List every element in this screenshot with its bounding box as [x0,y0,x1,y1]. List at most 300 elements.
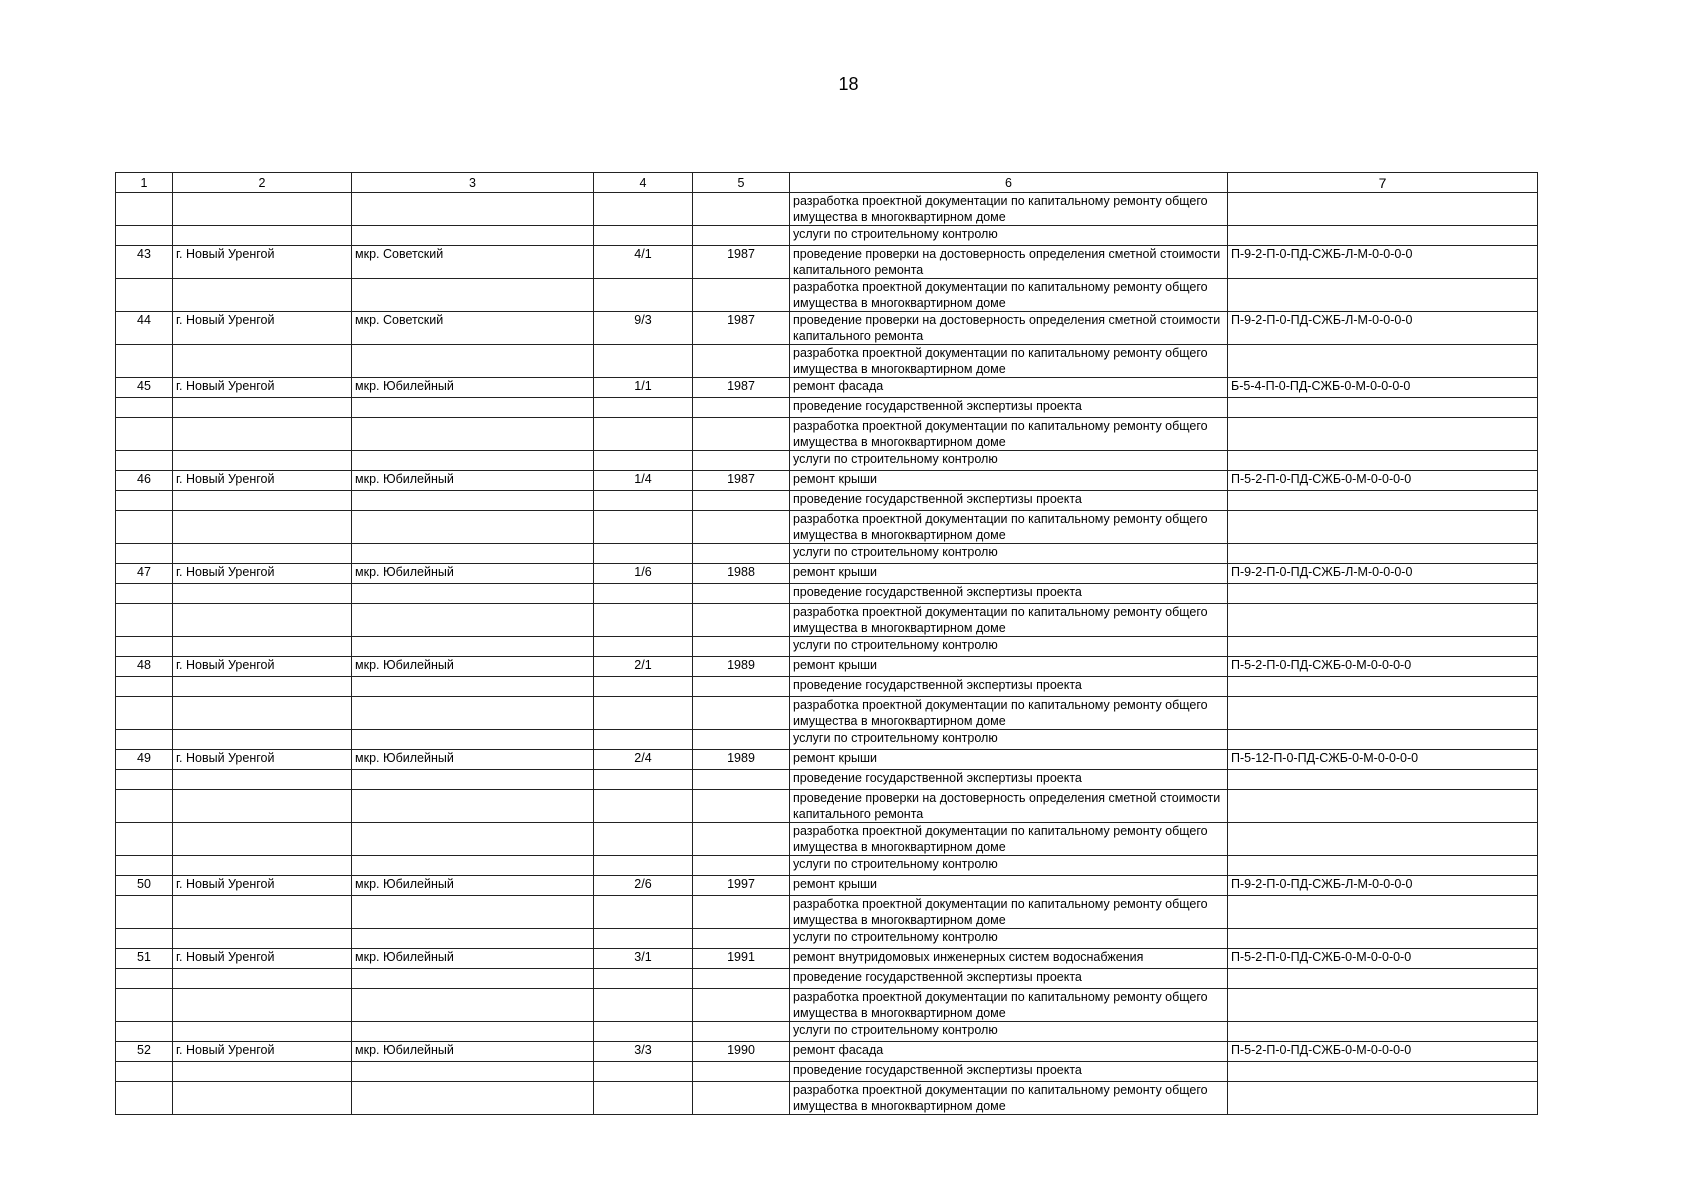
code-cell: П-5-2-П-0-ПД-СЖБ-0-М-0-0-0-0 [1228,657,1538,677]
code-cell [1228,856,1538,876]
work-type-cell: разработка проектной документации по капитальному ремонту общего имущества в многоквартирном доме [790,604,1228,637]
city-cell [173,511,352,544]
table-row [116,770,1538,790]
house-number-cell [594,451,693,471]
house-number-cell [594,677,693,697]
table-row [116,226,1538,246]
year-cell [693,279,790,312]
column-header: 5 [693,173,790,193]
work-type-cell: услуги по строительному контролю [790,1022,1228,1042]
house-number-cell [594,398,693,418]
code-cell [1228,697,1538,730]
district-cell [352,790,594,823]
city-cell [173,398,352,418]
year-cell [693,451,790,471]
row-number-cell: 50 [116,876,173,896]
city-cell: г. Новый Уренгой [173,949,352,969]
house-number-cell: 9/3 [594,312,693,345]
house-number-cell: 4/1 [594,246,693,279]
house-number-cell [594,345,693,378]
year-cell [693,398,790,418]
table-body [116,193,1538,1115]
district-cell [352,637,594,657]
district-cell: мкр. Юбилейный [352,949,594,969]
house-number-cell [594,770,693,790]
house-number-cell: 2/6 [594,876,693,896]
code-cell [1228,418,1538,451]
district-cell [352,1082,594,1115]
row-number-cell [116,1062,173,1082]
table-row [116,398,1538,418]
table-row [116,312,1538,345]
table-row [116,471,1538,491]
year-cell: 1987 [693,246,790,279]
house-number-cell: 1/6 [594,564,693,584]
table-row [116,637,1538,657]
house-number-cell: 1/4 [594,471,693,491]
work-type-cell: услуги по строительному контролю [790,451,1228,471]
row-number-cell [116,730,173,750]
table-row [116,949,1538,969]
house-number-cell: 2/1 [594,657,693,677]
code-cell: П-9-2-П-0-ПД-СЖБ-Л-М-0-0-0-0 [1228,564,1538,584]
district-cell [352,604,594,637]
house-number-cell [594,896,693,929]
city-cell [173,1082,352,1115]
code-cell [1228,544,1538,564]
work-type-cell: проведение государственной экспертизы проекта [790,398,1228,418]
code-cell [1228,511,1538,544]
code-cell [1228,823,1538,856]
year-cell [693,1022,790,1042]
row-number-cell: 45 [116,378,173,398]
house-number-cell [594,491,693,511]
city-cell [173,1062,352,1082]
table-row [116,969,1538,989]
work-type-cell: разработка проектной документации по капитальному ремонту общего имущества в многоквартирном доме [790,193,1228,226]
table-row [116,378,1538,398]
year-cell: 1989 [693,657,790,677]
row-number-cell: 47 [116,564,173,584]
work-type-cell: ремонт крыши [790,564,1228,584]
row-number-cell [116,398,173,418]
work-type-cell: разработка проектной документации по капитальному ремонту общего имущества в многоквартирном доме [790,345,1228,378]
year-cell [693,1062,790,1082]
house-number-cell [594,697,693,730]
house-number-cell [594,823,693,856]
district-cell [352,1062,594,1082]
work-type-cell: разработка проектной документации по капитальному ремонту общего имущества в многоквартирном доме [790,989,1228,1022]
column-header: 7 [1228,173,1538,193]
house-number-cell [594,969,693,989]
district-cell [352,491,594,511]
work-type-cell: услуги по строительному контролю [790,856,1228,876]
district-cell [352,823,594,856]
district-cell [352,584,594,604]
table-row [116,451,1538,471]
code-cell: П-5-12-П-0-ПД-СЖБ-0-М-0-0-0-0 [1228,750,1538,770]
city-cell [173,896,352,929]
table-row [116,604,1538,637]
city-cell [173,418,352,451]
house-number-cell [594,226,693,246]
year-cell [693,345,790,378]
code-cell [1228,929,1538,949]
city-cell [173,279,352,312]
district-cell [352,1022,594,1042]
table-row [116,584,1538,604]
district-cell: мкр. Юбилейный [352,564,594,584]
city-cell [173,1022,352,1042]
year-cell [693,637,790,657]
house-number-cell: 1/1 [594,378,693,398]
work-type-cell: проведение государственной экспертизы проекта [790,1062,1228,1082]
house-number-cell [594,193,693,226]
table-row [116,856,1538,876]
table-row [116,418,1538,451]
year-cell [693,677,790,697]
row-number-cell [116,511,173,544]
house-number-cell [594,1022,693,1042]
work-type-cell: разработка проектной документации по капитальному ремонту общего имущества в многоквартирном доме [790,418,1228,451]
year-cell [693,1082,790,1115]
work-type-cell: разработка проектной документации по капитальному ремонту общего имущества в многоквартирном доме [790,279,1228,312]
row-number-cell [116,544,173,564]
column-header: 6 [790,173,1228,193]
row-number-cell: 46 [116,471,173,491]
house-number-cell: 2/4 [594,750,693,770]
district-cell [352,451,594,471]
year-cell: 1990 [693,1042,790,1062]
district-cell [352,226,594,246]
work-type-cell: проведение государственной экспертизы проекта [790,770,1228,790]
year-cell [693,697,790,730]
year-cell: 1987 [693,378,790,398]
row-number-cell [116,697,173,730]
row-number-cell: 48 [116,657,173,677]
work-type-cell: разработка проектной документации по капитальному ремонту общего имущества в многоквартирном доме [790,697,1228,730]
house-number-cell: 3/1 [594,949,693,969]
year-cell: 1988 [693,564,790,584]
year-cell: 1987 [693,471,790,491]
code-cell [1228,770,1538,790]
work-type-cell: разработка проектной документации по капитальному ремонту общего имущества в многоквартирном доме [790,896,1228,929]
year-cell [693,969,790,989]
row-number-cell [116,345,173,378]
code-cell [1228,584,1538,604]
work-type-cell: ремонт внутридомовых инженерных систем водоснабжения [790,949,1228,969]
year-cell: 1989 [693,750,790,770]
table-row [116,730,1538,750]
table-row [116,193,1538,226]
work-type-cell: ремонт крыши [790,750,1228,770]
work-type-cell: проведение государственной экспертизы проекта [790,584,1228,604]
code-cell: П-9-2-П-0-ПД-СЖБ-Л-М-0-0-0-0 [1228,246,1538,279]
house-number-cell [594,989,693,1022]
district-cell [352,398,594,418]
city-cell [173,193,352,226]
year-cell [693,856,790,876]
column-header: 3 [352,173,594,193]
year-cell [693,604,790,637]
row-number-cell [116,193,173,226]
district-cell: мкр. Юбилейный [352,876,594,896]
code-cell [1228,989,1538,1022]
row-number-cell [116,929,173,949]
house-number-cell: 3/3 [594,1042,693,1062]
code-cell: П-9-2-П-0-ПД-СЖБ-Л-М-0-0-0-0 [1228,312,1538,345]
city-cell: г. Новый Уренгой [173,378,352,398]
table-row [116,989,1538,1022]
work-type-cell: проведение проверки на достоверность определения сметной стоимости капитального ремонта [790,312,1228,345]
house-number-cell [594,544,693,564]
row-number-cell [116,790,173,823]
table-row [116,697,1538,730]
house-number-cell [594,279,693,312]
city-cell [173,584,352,604]
house-number-cell [594,418,693,451]
year-cell [693,823,790,856]
year-cell [693,584,790,604]
year-cell [693,929,790,949]
table-row [116,750,1538,770]
city-cell [173,491,352,511]
column-header: 4 [594,173,693,193]
row-number-cell: 44 [116,312,173,345]
work-type-cell: проведение проверки на достоверность определения сметной стоимости капитального ремонта [790,246,1228,279]
city-cell [173,730,352,750]
code-cell: П-5-2-П-0-ПД-СЖБ-0-М-0-0-0-0 [1228,949,1538,969]
row-number-cell [116,896,173,929]
table-row [116,1082,1538,1115]
column-header: 1 [116,173,173,193]
work-type-cell: услуги по строительному контролю [790,544,1228,564]
year-cell [693,770,790,790]
work-type-cell: ремонт крыши [790,471,1228,491]
row-number-cell [116,451,173,471]
district-cell [352,896,594,929]
district-cell [352,856,594,876]
row-number-cell [116,637,173,657]
year-cell: 1997 [693,876,790,896]
district-cell [352,969,594,989]
year-cell [693,730,790,750]
district-cell: мкр. Юбилейный [352,1042,594,1062]
row-number-cell [116,677,173,697]
code-cell [1228,398,1538,418]
district-cell [352,345,594,378]
city-cell: г. Новый Уренгой [173,657,352,677]
work-type-cell: проведение государственной экспертизы проекта [790,677,1228,697]
city-cell [173,969,352,989]
city-cell: г. Новый Уренгой [173,1042,352,1062]
district-cell [352,730,594,750]
city-cell: г. Новый Уренгой [173,246,352,279]
row-number-cell [116,584,173,604]
code-cell [1228,226,1538,246]
code-cell [1228,637,1538,657]
work-type-cell: проведение проверки на достоверность определения сметной стоимости капитального ремонта [790,790,1228,823]
house-number-cell [594,1082,693,1115]
district-cell: мкр. Юбилейный [352,657,594,677]
work-type-cell: услуги по строительному контролю [790,226,1228,246]
code-cell: Б-5-4-П-0-ПД-СЖБ-0-М-0-0-0-0 [1228,378,1538,398]
code-cell [1228,193,1538,226]
district-cell [352,677,594,697]
table-row [116,345,1538,378]
work-type-cell: услуги по строительному контролю [790,929,1228,949]
code-cell: П-5-2-П-0-ПД-СЖБ-0-М-0-0-0-0 [1228,1042,1538,1062]
row-number-cell [116,856,173,876]
year-cell [693,193,790,226]
work-type-cell: ремонт крыши [790,876,1228,896]
city-cell: г. Новый Уренгой [173,564,352,584]
table-row [116,491,1538,511]
row-number-cell [116,604,173,637]
house-number-cell [594,637,693,657]
year-cell [693,511,790,544]
city-cell [173,544,352,564]
district-cell [352,770,594,790]
works-table-container [115,172,1537,1115]
row-number-cell [116,279,173,312]
table-row [116,1022,1538,1042]
work-type-cell: ремонт крыши [790,657,1228,677]
city-cell [173,770,352,790]
row-number-cell: 52 [116,1042,173,1062]
district-cell: мкр. Юбилейный [352,471,594,491]
district-cell [352,544,594,564]
house-number-cell [594,604,693,637]
year-cell [693,989,790,1022]
work-type-cell: услуги по строительному контролю [790,637,1228,657]
code-cell [1228,451,1538,471]
table-row [116,896,1538,929]
city-cell: г. Новый Уренгой [173,876,352,896]
city-cell: г. Новый Уренгой [173,312,352,345]
page-number: 18 [838,74,859,94]
work-type-cell: ремонт фасада [790,378,1228,398]
city-cell [173,856,352,876]
row-number-cell: 49 [116,750,173,770]
district-cell: мкр. Юбилейный [352,750,594,770]
table-row [116,564,1538,584]
table-row [116,823,1538,856]
code-cell [1228,730,1538,750]
district-cell [352,511,594,544]
table-header-row [116,173,1538,193]
code-cell [1228,677,1538,697]
row-number-cell [116,418,173,451]
city-cell [173,451,352,471]
house-number-cell [594,584,693,604]
house-number-cell [594,790,693,823]
city-cell [173,226,352,246]
city-cell [173,790,352,823]
row-number-cell: 43 [116,246,173,279]
code-cell [1228,969,1538,989]
city-cell: г. Новый Уренгой [173,471,352,491]
year-cell [693,790,790,823]
work-type-cell: проведение государственной экспертизы проекта [790,491,1228,511]
table-row [116,790,1538,823]
year-cell [693,544,790,564]
district-cell: мкр. Советский [352,312,594,345]
year-cell [693,418,790,451]
year-cell [693,491,790,511]
table-row [116,876,1538,896]
house-number-cell [594,1062,693,1082]
code-cell: П-5-2-П-0-ПД-СЖБ-0-М-0-0-0-0 [1228,471,1538,491]
city-cell [173,604,352,637]
code-cell [1228,790,1538,823]
table-row [116,511,1538,544]
district-cell: мкр. Советский [352,246,594,279]
code-cell [1228,279,1538,312]
house-number-cell [594,730,693,750]
district-cell [352,929,594,949]
house-number-cell [594,511,693,544]
district-cell [352,697,594,730]
work-type-cell: услуги по строительному контролю [790,730,1228,750]
work-type-cell: разработка проектной документации по капитальному ремонту общего имущества в многоквартирном доме [790,1082,1228,1115]
row-number-cell: 51 [116,949,173,969]
district-cell [352,279,594,312]
code-cell [1228,1062,1538,1082]
district-cell [352,989,594,1022]
row-number-cell [116,969,173,989]
district-cell: мкр. Юбилейный [352,378,594,398]
city-cell [173,823,352,856]
table-row [116,279,1538,312]
table-row [116,1042,1538,1062]
year-cell: 1987 [693,312,790,345]
row-number-cell [116,226,173,246]
row-number-cell [116,1082,173,1115]
table-row [116,677,1538,697]
code-cell [1228,1022,1538,1042]
code-cell [1228,896,1538,929]
work-type-cell: ремонт фасада [790,1042,1228,1062]
table-row [116,1062,1538,1082]
city-cell [173,345,352,378]
table-row [116,544,1538,564]
row-number-cell [116,1022,173,1042]
table-row [116,657,1538,677]
year-cell [693,226,790,246]
column-header: 2 [173,173,352,193]
city-cell: г. Новый Уренгой [173,750,352,770]
house-number-cell [594,856,693,876]
table-row [116,929,1538,949]
city-cell [173,989,352,1022]
code-cell: П-9-2-П-0-ПД-СЖБ-Л-М-0-0-0-0 [1228,876,1538,896]
year-cell [693,896,790,929]
row-number-cell [116,770,173,790]
row-number-cell [116,491,173,511]
table-row [116,246,1538,279]
code-cell [1228,345,1538,378]
district-cell [352,418,594,451]
city-cell [173,677,352,697]
work-type-cell: разработка проектной документации по капитальному ремонту общего имущества в многоквартирном доме [790,511,1228,544]
house-number-cell [594,929,693,949]
work-type-cell: разработка проектной документации по капитальному ремонту общего имущества в многоквартирном доме [790,823,1228,856]
code-cell [1228,1082,1538,1115]
code-cell [1228,604,1538,637]
code-cell [1228,491,1538,511]
row-number-cell [116,823,173,856]
